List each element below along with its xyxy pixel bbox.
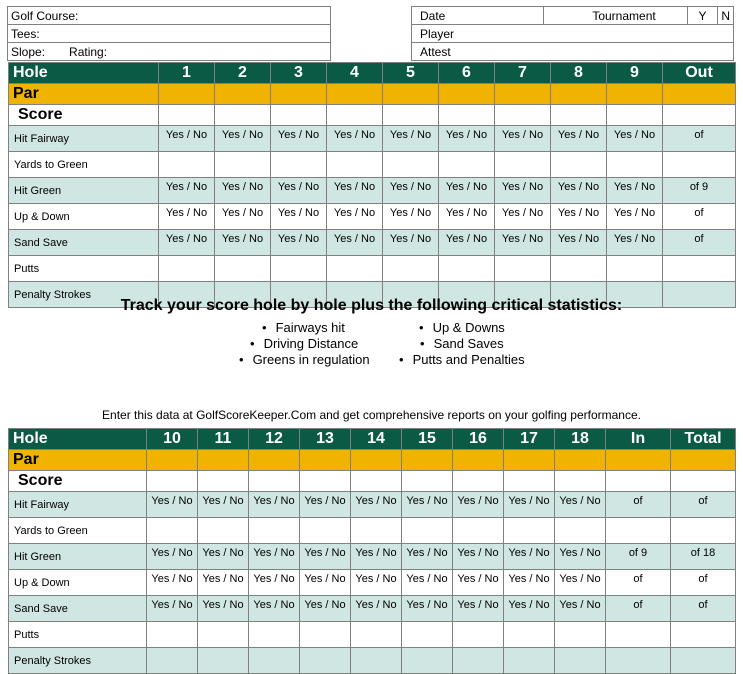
score-cell[interactable] bbox=[606, 471, 671, 492]
score-cell[interactable] bbox=[271, 105, 327, 126]
yes-no-cell[interactable]: Yes / No bbox=[453, 492, 504, 518]
hole-number: 1 bbox=[159, 63, 215, 84]
par-cell[interactable] bbox=[351, 450, 402, 471]
golf-course-label: Golf Course: bbox=[11, 8, 79, 23]
bullet-greens-in-regulation: • Greens in regulation bbox=[239, 352, 370, 367]
stat-entry-cell[interactable] bbox=[555, 518, 606, 544]
stat-entry-cell[interactable] bbox=[504, 648, 555, 674]
slope-label: Slope: bbox=[11, 44, 46, 59]
stat-label: Penalty Strokes bbox=[9, 282, 159, 308]
stat-entry-cell[interactable] bbox=[402, 518, 453, 544]
par-row bbox=[9, 450, 736, 471]
hole-number: 14 bbox=[351, 429, 402, 450]
par-cell[interactable] bbox=[671, 450, 736, 471]
bullet-sand-saves: • Sand Saves bbox=[420, 336, 504, 351]
yes-no-cell[interactable]: Yes / No bbox=[249, 492, 300, 518]
yes-no-cell[interactable]: Yes / No bbox=[351, 544, 402, 570]
par-cell[interactable] bbox=[495, 84, 551, 105]
attest-label: Attest bbox=[420, 44, 451, 59]
stat-entry-cell[interactable] bbox=[453, 648, 504, 674]
yes-no-cell[interactable]: Yes / No bbox=[402, 492, 453, 518]
yes-no-cell[interactable]: Yes / No bbox=[555, 544, 606, 570]
stat-entry-cell[interactable] bbox=[351, 622, 402, 648]
yes-no-cell[interactable]: Yes / No bbox=[147, 544, 198, 570]
stat-entry-cell[interactable] bbox=[504, 518, 555, 544]
hole-number: 12 bbox=[249, 429, 300, 450]
yes-no-cell[interactable]: Yes / No bbox=[198, 492, 249, 518]
score-label: Score bbox=[9, 471, 147, 492]
yes-no-cell[interactable]: Yes / No bbox=[300, 544, 351, 570]
yes-no-cell[interactable]: Yes / No bbox=[271, 126, 327, 152]
stat-entry-cell[interactable] bbox=[495, 256, 551, 282]
stat-row bbox=[9, 230, 736, 256]
bullet-up-and-downs: • Up & Downs bbox=[419, 320, 505, 335]
score-cell[interactable] bbox=[147, 471, 198, 492]
score-cell[interactable] bbox=[453, 471, 504, 492]
stat-label: Putts bbox=[9, 256, 159, 282]
grand-total-cell[interactable] bbox=[671, 648, 736, 674]
stat-entry-cell[interactable] bbox=[198, 648, 249, 674]
par-cell[interactable] bbox=[198, 450, 249, 471]
yes-no-cell[interactable]: Yes / No bbox=[439, 230, 495, 256]
stat-entry-cell[interactable] bbox=[607, 152, 663, 178]
tournament-yes-box[interactable] bbox=[687, 7, 718, 25]
date-label: Date bbox=[420, 8, 446, 23]
yes-no-cell[interactable]: Yes / No bbox=[147, 492, 198, 518]
stat-entry-cell[interactable] bbox=[402, 622, 453, 648]
grand-total-cell[interactable]: of bbox=[671, 492, 736, 518]
promo-title: Track your score hole by hole plus the following critical statistics: bbox=[120, 297, 623, 314]
yes-no-cell[interactable]: Yes / No bbox=[607, 126, 663, 152]
stat-entry-cell[interactable] bbox=[607, 256, 663, 282]
hole-number: 8 bbox=[551, 63, 607, 84]
score-cell[interactable] bbox=[607, 105, 663, 126]
yes-no-cell[interactable]: Yes / No bbox=[327, 126, 383, 152]
yes-no-cell[interactable]: Yes / No bbox=[383, 178, 439, 204]
yes-no-cell[interactable]: Yes / No bbox=[551, 178, 607, 204]
stat-label: Up & Down bbox=[9, 570, 147, 596]
in-total-cell[interactable]: of bbox=[606, 596, 671, 622]
round-info-box bbox=[411, 6, 734, 61]
bullet-driving-distance: • Driving Distance bbox=[250, 336, 358, 351]
hole-number: 15 bbox=[402, 429, 453, 450]
yes-no-cell[interactable]: Yes / No bbox=[215, 126, 271, 152]
par-cell[interactable] bbox=[215, 84, 271, 105]
stat-label: Yards to Green bbox=[9, 152, 159, 178]
yes-no-cell[interactable]: Yes / No bbox=[271, 204, 327, 230]
par-cell[interactable] bbox=[159, 84, 215, 105]
par-cell[interactable] bbox=[439, 84, 495, 105]
tees-label: Tees: bbox=[11, 26, 40, 41]
par-cell[interactable] bbox=[504, 450, 555, 471]
yes-no-cell[interactable]: Yes / No bbox=[504, 544, 555, 570]
yes-no-cell[interactable]: Yes / No bbox=[271, 178, 327, 204]
hole-number: 13 bbox=[300, 429, 351, 450]
yes-no-cell[interactable]: Yes / No bbox=[402, 596, 453, 622]
stat-label: Hit Fairway bbox=[9, 126, 159, 152]
tournament-label: Tournament bbox=[592, 8, 656, 23]
golf-course-field[interactable] bbox=[8, 7, 331, 25]
grand-total-cell[interactable]: of bbox=[671, 596, 736, 622]
stat-label: Hit Green bbox=[9, 544, 147, 570]
stat-entry-cell[interactable] bbox=[402, 648, 453, 674]
course-info-box bbox=[7, 6, 331, 61]
date-field[interactable] bbox=[412, 7, 544, 25]
yes-no-cell[interactable]: Yes / No bbox=[495, 126, 551, 152]
stat-entry-cell[interactable] bbox=[555, 622, 606, 648]
stat-entry-cell[interactable] bbox=[147, 518, 198, 544]
par-row bbox=[9, 84, 736, 105]
stat-entry-cell[interactable] bbox=[249, 518, 300, 544]
stat-entry-cell[interactable] bbox=[147, 622, 198, 648]
attest-field[interactable] bbox=[412, 43, 734, 61]
par-cell[interactable] bbox=[271, 84, 327, 105]
tees-field[interactable] bbox=[8, 25, 331, 43]
par-cell[interactable] bbox=[327, 84, 383, 105]
in-total-cell[interactable] bbox=[606, 648, 671, 674]
hole-number: 2 bbox=[215, 63, 271, 84]
stat-entry-cell[interactable] bbox=[300, 518, 351, 544]
stat-row bbox=[9, 204, 736, 230]
par-label: Par bbox=[9, 450, 147, 471]
yes-no-cell[interactable]: Yes / No bbox=[249, 544, 300, 570]
out-total-cell[interactable]: of bbox=[663, 204, 736, 230]
stat-label: Penalty Strokes bbox=[9, 648, 147, 674]
yes-no-cell[interactable]: Yes / No bbox=[271, 230, 327, 256]
yes-no-cell[interactable]: Yes / No bbox=[249, 596, 300, 622]
stat-entry-cell[interactable] bbox=[159, 152, 215, 178]
bullet-fairways-hit: • Fairways hit bbox=[262, 320, 345, 335]
score-cell[interactable] bbox=[495, 105, 551, 126]
stat-entry-cell[interactable] bbox=[249, 622, 300, 648]
in-total-header: In bbox=[606, 429, 671, 450]
par-cell[interactable] bbox=[663, 84, 736, 105]
score-cell[interactable] bbox=[327, 105, 383, 126]
score-cell[interactable] bbox=[551, 105, 607, 126]
score-cell[interactable] bbox=[663, 105, 736, 126]
stat-entry-cell[interactable] bbox=[504, 622, 555, 648]
yes-no-cell[interactable]: Yes / No bbox=[327, 204, 383, 230]
score-label: Score bbox=[9, 105, 159, 126]
yes-no-cell[interactable]: Yes / No bbox=[555, 596, 606, 622]
yes-no-cell[interactable]: Yes / No bbox=[383, 204, 439, 230]
player-field[interactable] bbox=[412, 25, 734, 43]
stat-entry-cell[interactable] bbox=[453, 622, 504, 648]
yes-no-cell[interactable]: Yes / No bbox=[495, 204, 551, 230]
yes-no-cell[interactable]: Yes / No bbox=[453, 596, 504, 622]
score-row bbox=[9, 105, 736, 126]
par-label: Par bbox=[9, 84, 159, 105]
out-total-cell[interactable] bbox=[663, 256, 736, 282]
hole-number: 4 bbox=[327, 63, 383, 84]
stat-entry-cell[interactable] bbox=[351, 518, 402, 544]
rating-label: Rating: bbox=[69, 44, 108, 59]
yes-no-cell[interactable]: Yes / No bbox=[198, 570, 249, 596]
stat-row bbox=[9, 256, 736, 282]
par-cell[interactable] bbox=[453, 450, 504, 471]
yes-no-cell[interactable]: Yes / No bbox=[351, 596, 402, 622]
stat-row bbox=[9, 152, 736, 178]
yes-no-cell[interactable]: Yes / No bbox=[607, 178, 663, 204]
score-cell[interactable] bbox=[555, 471, 606, 492]
tournament-no-box[interactable] bbox=[718, 7, 734, 25]
yes-no-cell[interactable]: Yes / No bbox=[215, 204, 271, 230]
yes-no-cell[interactable]: Yes / No bbox=[351, 570, 402, 596]
stat-entry-cell[interactable] bbox=[327, 256, 383, 282]
yes-no-cell[interactable]: Yes / No bbox=[159, 204, 215, 230]
stat-entry-cell[interactable] bbox=[327, 152, 383, 178]
yes-no-cell[interactable]: Yes / No bbox=[147, 570, 198, 596]
hole-number: 7 bbox=[495, 63, 551, 84]
stat-label: Hit Green bbox=[9, 178, 159, 204]
yes-no-cell[interactable]: Yes / No bbox=[495, 230, 551, 256]
stat-row bbox=[9, 492, 736, 518]
yes-no-cell[interactable]: Yes / No bbox=[439, 126, 495, 152]
hole-header-row bbox=[9, 63, 736, 84]
yes-no-cell[interactable]: Yes / No bbox=[607, 230, 663, 256]
hole-number: 18 bbox=[555, 429, 606, 450]
hole-number: 17 bbox=[504, 429, 555, 450]
stat-label: Putts bbox=[9, 622, 147, 648]
stat-label: Up & Down bbox=[9, 204, 159, 230]
hole-number: 6 bbox=[439, 63, 495, 84]
stat-entry-cell[interactable] bbox=[453, 518, 504, 544]
stat-entry-cell[interactable] bbox=[198, 518, 249, 544]
hole-number: 16 bbox=[453, 429, 504, 450]
yes-no-cell[interactable]: Yes / No bbox=[555, 492, 606, 518]
in-total-cell[interactable] bbox=[606, 622, 671, 648]
yes-no-cell[interactable]: Yes / No bbox=[504, 492, 555, 518]
stat-entry-cell[interactable] bbox=[147, 648, 198, 674]
score-cell[interactable] bbox=[402, 471, 453, 492]
yes-no-cell[interactable]: Yes / No bbox=[555, 570, 606, 596]
out-total-header: Out bbox=[663, 63, 736, 84]
bullet-putts-and-penalties: • Putts and Penalties bbox=[399, 352, 525, 367]
stat-row bbox=[9, 518, 736, 544]
yes-no-cell[interactable]: Yes / No bbox=[551, 230, 607, 256]
grand-total-cell[interactable]: of 18 bbox=[671, 544, 736, 570]
yes-no-cell[interactable]: Yes / No bbox=[504, 570, 555, 596]
hole-number: 5 bbox=[383, 63, 439, 84]
score-cell[interactable] bbox=[351, 471, 402, 492]
yes-no-cell[interactable]: Yes / No bbox=[495, 178, 551, 204]
stat-label: Sand Save bbox=[9, 230, 159, 256]
grand-total-cell[interactable] bbox=[671, 518, 736, 544]
yes-no-cell[interactable]: Yes / No bbox=[327, 178, 383, 204]
stat-entry-cell[interactable] bbox=[198, 622, 249, 648]
yes-no-cell[interactable]: Yes / No bbox=[351, 492, 402, 518]
stat-entry-cell[interactable] bbox=[271, 152, 327, 178]
yes-no-cell[interactable]: Yes / No bbox=[439, 178, 495, 204]
front-nine-scorecard bbox=[8, 62, 736, 308]
stat-row bbox=[9, 126, 736, 152]
score-cell[interactable] bbox=[159, 105, 215, 126]
score-row bbox=[9, 471, 736, 492]
stat-entry-cell[interactable] bbox=[215, 152, 271, 178]
stat-entry-cell[interactable] bbox=[383, 256, 439, 282]
yes-no-cell[interactable]: Yes / No bbox=[383, 230, 439, 256]
hole-header-label: Hole bbox=[9, 429, 147, 450]
enter-data-message: Enter this data at GolfScoreKeeper.Com and get comprehensive reports on your golfing performance. bbox=[102, 408, 641, 422]
hole-number: 3 bbox=[271, 63, 327, 84]
stat-entry-cell[interactable] bbox=[439, 152, 495, 178]
hole-number: 11 bbox=[198, 429, 249, 450]
tournament-yes-label: Y bbox=[698, 8, 707, 23]
score-cell[interactable] bbox=[249, 471, 300, 492]
hole-number: 10 bbox=[147, 429, 198, 450]
par-cell[interactable] bbox=[607, 84, 663, 105]
in-total-cell[interactable] bbox=[606, 518, 671, 544]
stat-row bbox=[9, 544, 736, 570]
yes-no-cell[interactable]: Yes / No bbox=[504, 596, 555, 622]
yes-no-cell[interactable]: Yes / No bbox=[327, 230, 383, 256]
hole-number: 9 bbox=[607, 63, 663, 84]
stat-entry-cell[interactable] bbox=[159, 256, 215, 282]
stat-entry-cell[interactable] bbox=[300, 622, 351, 648]
yes-no-cell[interactable]: Yes / No bbox=[402, 570, 453, 596]
score-cell[interactable] bbox=[383, 105, 439, 126]
score-cell[interactable] bbox=[504, 471, 555, 492]
stat-row bbox=[9, 570, 736, 596]
out-total-cell[interactable]: of bbox=[663, 126, 736, 152]
stat-entry-cell[interactable] bbox=[551, 256, 607, 282]
hole-header-row bbox=[9, 429, 736, 450]
yes-no-cell[interactable]: Yes / No bbox=[402, 544, 453, 570]
par-cell[interactable] bbox=[402, 450, 453, 471]
yes-no-cell[interactable]: Yes / No bbox=[300, 492, 351, 518]
yes-no-cell[interactable]: Yes / No bbox=[198, 596, 249, 622]
in-total-cell[interactable]: of bbox=[606, 570, 671, 596]
yes-no-cell[interactable]: Yes / No bbox=[215, 230, 271, 256]
yes-no-cell[interactable]: Yes / No bbox=[439, 204, 495, 230]
stat-entry-cell[interactable] bbox=[383, 152, 439, 178]
yes-no-cell[interactable]: Yes / No bbox=[300, 596, 351, 622]
par-cell[interactable] bbox=[300, 450, 351, 471]
yes-no-cell[interactable]: Yes / No bbox=[159, 230, 215, 256]
stat-entry-cell[interactable] bbox=[215, 256, 271, 282]
hole-header-label: Hole bbox=[9, 63, 159, 84]
yes-no-cell[interactable]: Yes / No bbox=[198, 544, 249, 570]
score-cell[interactable] bbox=[300, 471, 351, 492]
stat-entry-cell[interactable] bbox=[249, 648, 300, 674]
stat-entry-cell[interactable] bbox=[300, 648, 351, 674]
score-cell[interactable] bbox=[439, 105, 495, 126]
yes-no-cell[interactable]: Yes / No bbox=[300, 570, 351, 596]
out-total-cell[interactable]: of bbox=[663, 230, 736, 256]
out-total-cell[interactable]: of 9 bbox=[663, 178, 736, 204]
yes-no-cell[interactable]: Yes / No bbox=[551, 126, 607, 152]
par-cell[interactable] bbox=[383, 84, 439, 105]
yes-no-cell[interactable]: Yes / No bbox=[215, 178, 271, 204]
player-label: Player bbox=[420, 26, 455, 41]
yes-no-cell[interactable]: Yes / No bbox=[147, 596, 198, 622]
back-nine-scorecard bbox=[8, 428, 736, 674]
par-cell[interactable] bbox=[249, 450, 300, 471]
stat-entry-cell[interactable] bbox=[351, 648, 402, 674]
score-cell[interactable] bbox=[215, 105, 271, 126]
stat-entry-cell[interactable] bbox=[495, 152, 551, 178]
par-cell[interactable] bbox=[555, 450, 606, 471]
stat-row bbox=[9, 596, 736, 622]
tournament-field bbox=[544, 7, 687, 25]
grand-total-header: Total bbox=[671, 429, 736, 450]
in-total-cell[interactable]: of bbox=[606, 492, 671, 518]
out-total-cell[interactable] bbox=[663, 152, 736, 178]
yes-no-cell[interactable]: Yes / No bbox=[383, 126, 439, 152]
stat-entry-cell[interactable] bbox=[551, 152, 607, 178]
par-cell[interactable] bbox=[551, 84, 607, 105]
tournament-no-label: N bbox=[721, 8, 730, 23]
stat-entry-cell[interactable] bbox=[439, 256, 495, 282]
stat-label: Sand Save bbox=[9, 596, 147, 622]
stat-row bbox=[9, 648, 736, 674]
score-cell[interactable] bbox=[671, 471, 736, 492]
par-cell[interactable] bbox=[147, 450, 198, 471]
stat-entry-cell[interactable] bbox=[271, 256, 327, 282]
par-cell[interactable] bbox=[606, 450, 671, 471]
stat-row bbox=[9, 622, 736, 648]
stat-row bbox=[9, 178, 736, 204]
grand-total-cell[interactable]: of bbox=[671, 570, 736, 596]
yes-no-cell[interactable]: Yes / No bbox=[159, 178, 215, 204]
yes-no-cell[interactable]: Yes / No bbox=[551, 204, 607, 230]
stat-label: Hit Fairway bbox=[9, 492, 147, 518]
score-cell[interactable] bbox=[198, 471, 249, 492]
stat-label: Yards to Green bbox=[9, 518, 147, 544]
yes-no-cell[interactable]: Yes / No bbox=[607, 204, 663, 230]
yes-no-cell[interactable]: Yes / No bbox=[453, 570, 504, 596]
yes-no-cell[interactable]: Yes / No bbox=[159, 126, 215, 152]
in-total-cell[interactable]: of 9 bbox=[606, 544, 671, 570]
stat-entry-cell[interactable] bbox=[555, 648, 606, 674]
grand-total-cell[interactable] bbox=[671, 622, 736, 648]
slope-rating-field[interactable] bbox=[8, 43, 331, 61]
yes-no-cell[interactable]: Yes / No bbox=[453, 544, 504, 570]
yes-no-cell[interactable]: Yes / No bbox=[249, 570, 300, 596]
